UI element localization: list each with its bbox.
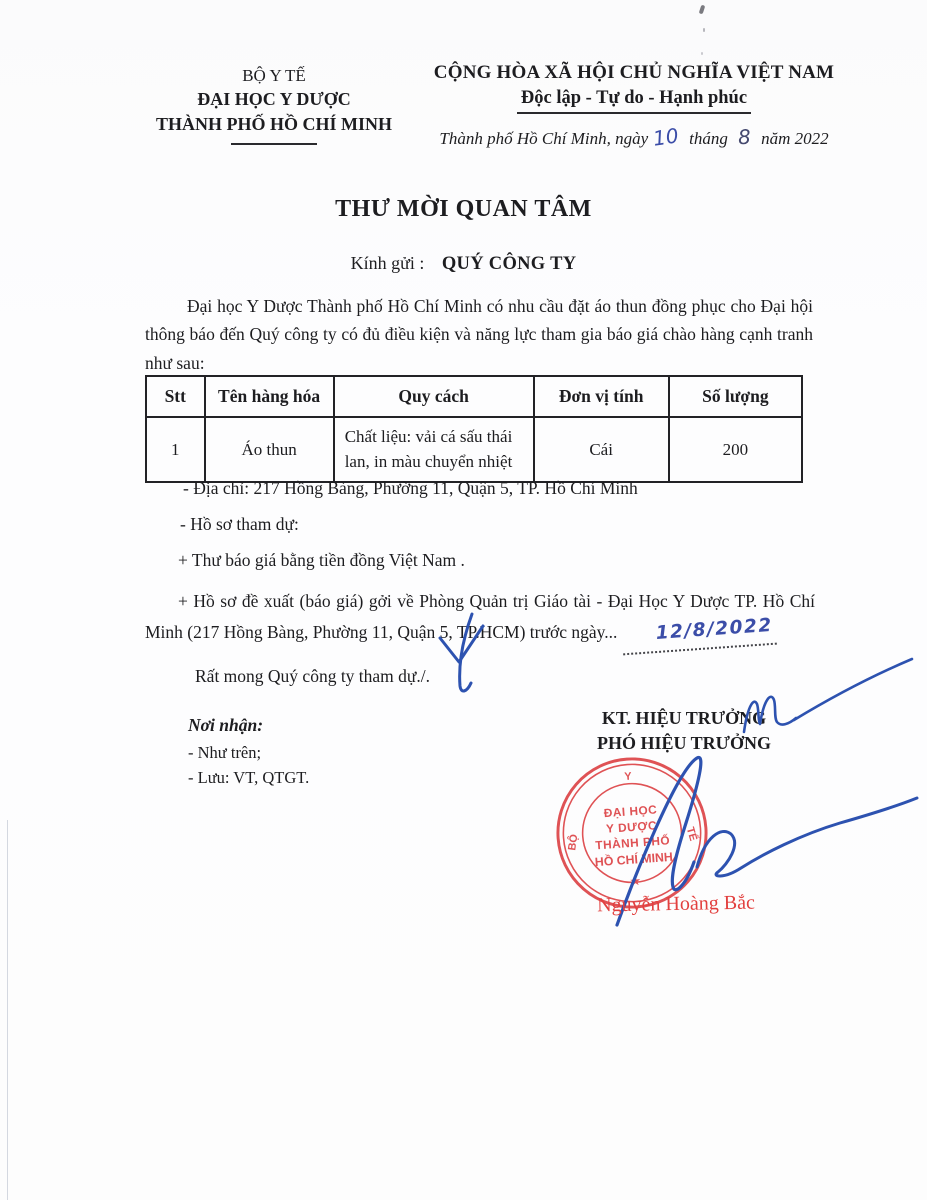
document-title: THƯ MỜI QUAN TÂM [335,196,592,222]
recipient-item: - Như trên; [188,743,262,763]
col-header-stt: Stt [146,376,205,417]
quote-letter-line: + Thư báo giá bằng tiền đồng Việt Nam . [178,550,465,570]
recipients-heading: Nơi nhận: [188,715,264,735]
recipients-block [188,712,309,791]
cell-quy-cach: Chất liệu: vải cá sấu thái lan, in màu chuyển nhiệt [334,417,534,482]
month-label: tháng [689,129,728,148]
cell-ten-hang-hoa: Áo thun [205,417,334,482]
national-title: CỘNG HÒA XÃ HỘI CHỦ NGHĨA VIỆT NAM [433,62,835,83]
signer-title-block [550,706,818,756]
col-header-don-vi-tinh: Đơn vị tính [534,376,669,417]
place-date-line [408,125,860,149]
table-row [146,417,802,482]
seal-center-line3: THÀNH PHỐ [594,833,671,853]
ministry-name: BỘ Y TẾ [242,66,306,85]
signer-title-line2: PHÓ HIỆU TRƯỞNG [596,733,771,754]
national-header-block [408,62,860,149]
table-header-row [146,376,802,417]
seal-center-line1: ĐẠI HỌC [603,802,658,821]
goods-table [145,375,803,483]
seal-rim-left-text: BỘ [566,833,581,852]
seal-star-icon: ★ [629,872,642,889]
dossier-line: - Hồ sơ tham dự: [180,514,299,534]
university-name-line2: THÀNH PHỐ HỒ CHÍ MINH [155,114,392,135]
issuing-agency-block [148,64,400,145]
salutation-label: Kính gửi : [350,253,425,273]
col-header-quy-cach: Quy cách [334,376,534,417]
signer-name: Nguyễn Hoàng Bắc [596,891,756,917]
header-divider-rule [231,143,317,145]
cell-so-luong: 200 [669,417,802,482]
signer-title-line1: KT. HIỆU TRƯỞNG [601,708,767,728]
seal-rim-right-text: TẾ [683,825,700,843]
scan-speck-artifact [703,28,705,32]
seal-center-line4: HỒ CHÍ MINH [594,849,674,870]
university-name-line1: ĐẠI HỌC Y DƯỢC [197,89,351,110]
scan-speck-artifact [699,5,706,15]
salutation-recipient: QUÝ CÔNG TY [441,254,577,274]
cell-don-vi-tinh: Cái [534,417,669,482]
seal-rim-top-text: Y [624,770,633,784]
intro-paragraph: Đại học Y Dược Thành phố Hồ Chí Minh có nhu cầu đặt áo thun đồng phục cho Đại hội thông báo đến Quý công ty có đủ điều kiện và năng lực tham gia báo giá chào hàng cạnh tranh như sau: [145,296,813,373]
seal-center-line2: Y DƯỢC [605,818,658,836]
handwritten-month: 8 [737,124,752,150]
handwritten-day: 10 [651,123,681,151]
salutation-line [0,253,927,275]
submission-line [145,586,815,652]
place-date-prefix: Thành phố Hồ Chí Minh, ngày [439,129,649,148]
scan-speck-artifact [701,52,703,55]
year-label: năm 2022 [761,129,829,148]
handwritten-deadline-date: 12/8/2022 [621,609,777,655]
national-motto: Độc lập - Tự do - Hạnh phúc [517,86,751,114]
col-header-so-luong: Số lượng [669,376,802,417]
submission-text: + Hồ sơ đề xuất (báo giá) gởi về Phòng Quản trị Giáo tài - Đại Học Y Dược TP. Hồ Chí Minh (217 Hồng Bàng, Phường 11, Quận 5, TP.HCM) trước ngày... [145,591,815,642]
closing-line: Rất mong Quý công ty tham dự./. [195,666,431,686]
details-block [145,478,815,702]
address-line: - Địa chỉ: 217 Hồng Bàng, Phường 11, Quận 5, TP. Hồ Chí Minh [183,478,638,498]
scan-edge-artifact [7,820,8,1200]
col-header-ten-hang-hoa: Tên hàng hóa [205,376,334,417]
cell-stt: 1 [146,417,205,482]
recipient-item: - Lưu: VT, QTGT. [188,768,310,787]
